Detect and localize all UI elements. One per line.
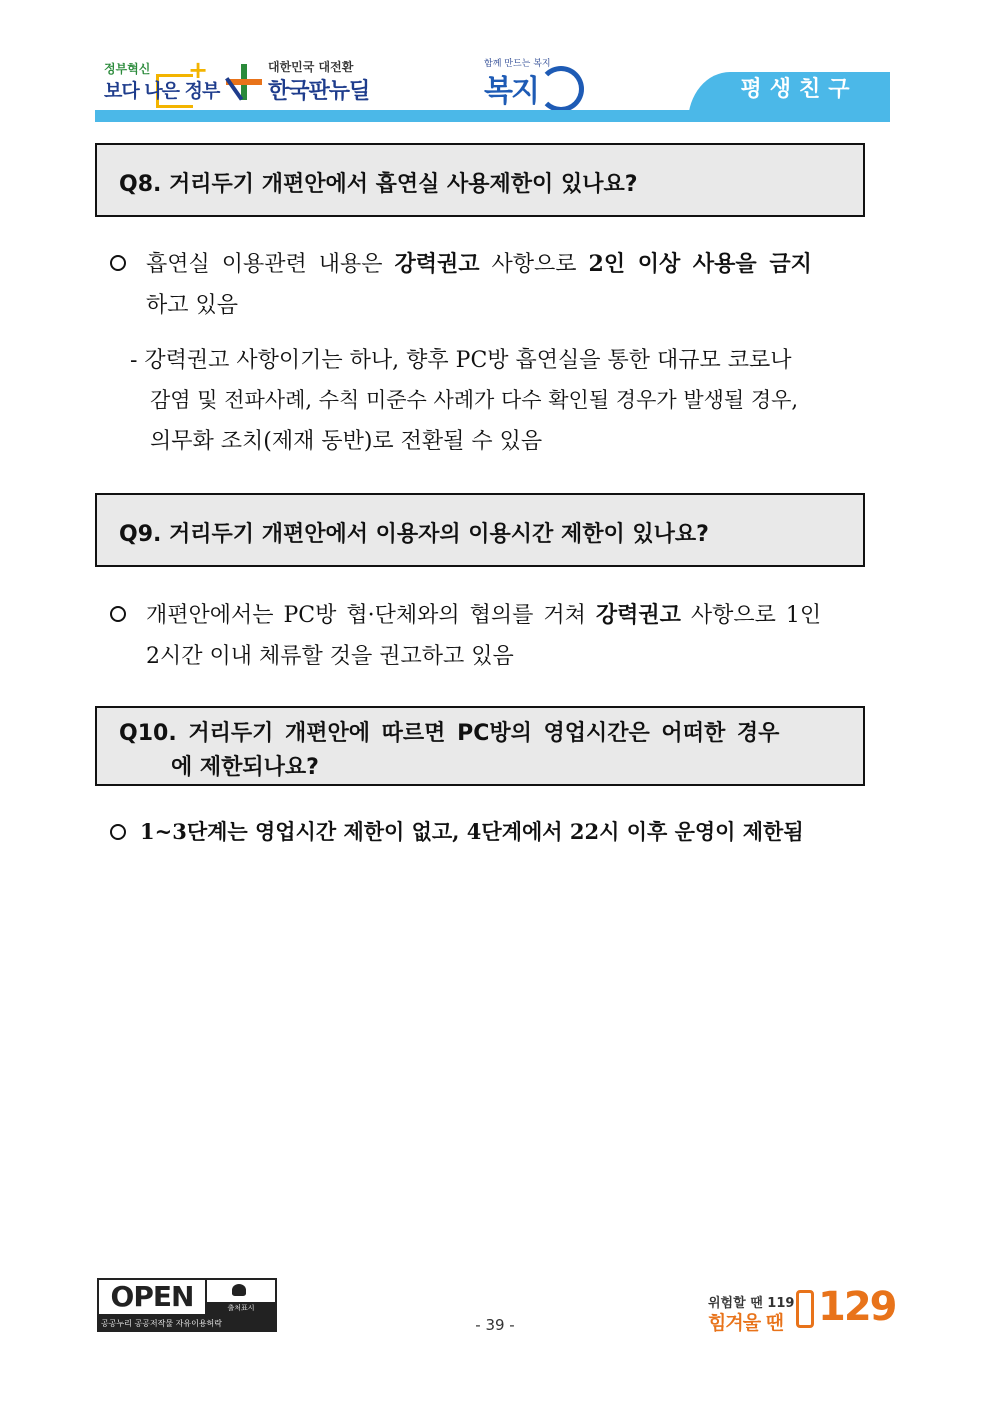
answer-q10: 1~3단계는 영업시간 제한이 없고, 4단계에서 22시 이후 운영이 제한됨 xyxy=(140,819,804,844)
answer-q9-line1: 개편안에서는 PC방 협·단체와의 협의를 거쳐 강력권고 사항으로 1인 xyxy=(146,602,822,628)
question-box-q8 xyxy=(95,143,865,217)
gov-logo-small-text: 정부혁신 xyxy=(104,62,151,76)
bokji-small-text: 함께 만드는 복지 xyxy=(484,59,551,69)
attribution-icon xyxy=(207,1278,277,1316)
answer-q8-sub-line2: 감염 및 전파사례, 수칙 미준수 사례가 다수 확인될 경우가 발생될 경우, xyxy=(150,388,799,412)
question-box-q9 xyxy=(95,493,865,567)
bokji-ring-icon xyxy=(538,66,584,112)
help-number: 129 xyxy=(818,1284,896,1330)
question-box-q10 xyxy=(95,706,865,786)
question-q10-line2: 에 제한되나요? xyxy=(171,755,319,780)
new-deal-mark-icon xyxy=(224,62,264,102)
answer-q8-sub-line3: 의무화 조치(제재 동반)로 전환될 수 있음 xyxy=(150,429,543,454)
answer-q9-line2: 2시간 이내 체류할 것을 권고하고 있음 xyxy=(146,644,514,669)
question-q9: Q9. 거리두기 개편안에서 이용자의 이용시간 제한이 있나요? xyxy=(119,522,709,547)
gov-innovation-logo xyxy=(104,56,220,108)
new-deal-small-text: 대한민국 대전환 xyxy=(268,60,354,74)
bokji-big-text: 복지 xyxy=(484,74,538,109)
new-deal-big-text: 한국판뉴딜 xyxy=(268,79,370,104)
attribution-label: 출처표시 xyxy=(207,1302,275,1314)
open-license-subtext: 공공누리 공공저작물 자유이용허락 xyxy=(97,1316,277,1332)
page-number: - 39 - xyxy=(475,1316,515,1334)
korean-new-deal-logo xyxy=(224,56,384,106)
question-q10-line1: Q10. 거리두기 개편안에 따르면 PC방의 영업시간은 어떠한 경우 xyxy=(119,721,780,746)
answer-q8-line2: 하고 있음 xyxy=(146,293,239,318)
bullet-circle-icon xyxy=(110,255,126,271)
bokji-logo xyxy=(484,56,594,108)
answer-q8-sub-line1: - 강력권고 사항이기는 하나, 향후 PC방 흡연실을 통한 대규모 코로나 xyxy=(130,348,792,373)
answer-q8-line1: 흡연실 이용관련 내용은 강력권고 사항으로 2인 이상 사용을 금지 xyxy=(146,251,812,277)
gov-logo-big-text: 보다 나은 정부 xyxy=(104,80,220,102)
header-tab-label: 평생친구 xyxy=(740,77,858,102)
person-icon xyxy=(232,1284,246,1296)
question-q8: Q8. 거리두기 개편안에서 흡연실 사용제한이 있나요? xyxy=(119,172,638,197)
phone-icon xyxy=(796,1290,814,1328)
open-label: OPEN xyxy=(97,1278,207,1316)
help-129-logo xyxy=(708,1276,902,1338)
bullet-circle-icon xyxy=(110,824,126,840)
plus-icon: + xyxy=(188,56,209,84)
help-small-text: 위험할 땐 119 xyxy=(708,1296,795,1311)
kogl-open-license-logo xyxy=(97,1278,277,1332)
help-big-text: 힘겨울 땐 xyxy=(708,1312,784,1334)
bullet-circle-icon xyxy=(110,606,126,622)
